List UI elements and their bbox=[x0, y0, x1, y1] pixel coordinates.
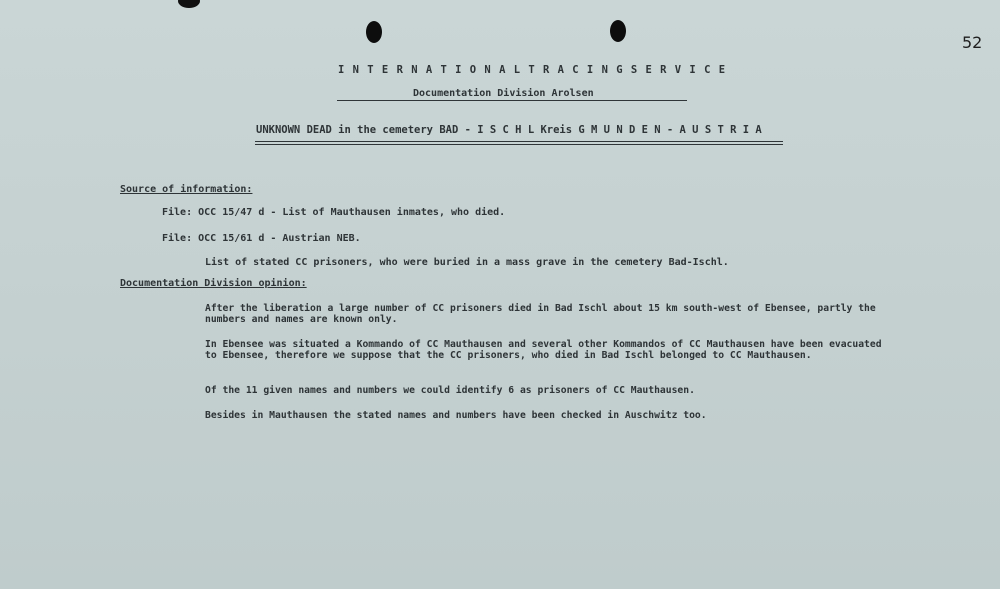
punch-hole-left bbox=[366, 21, 382, 43]
subject-rule-bottom bbox=[255, 144, 783, 145]
division-title: Documentation Division Arolsen bbox=[413, 88, 594, 99]
source-file-1: File: OCC 15/47 d - List of Mauthausen inmates, who died. bbox=[162, 207, 506, 218]
page-number: 52 bbox=[962, 33, 983, 52]
header-rule bbox=[337, 100, 687, 101]
subject-line: UNKNOWN DEAD in the cemetery BAD - I S C H L Kreis G M U N D E N - A U S T R I A bbox=[256, 124, 762, 136]
opinion-paragraph: Of the 11 given names and numbers we could identify 6 as prisoners of CC Mauthausen. bbox=[205, 385, 695, 396]
punch-notch bbox=[178, 0, 200, 8]
punch-hole-right bbox=[610, 20, 626, 42]
source-list-line: List of stated CC prisoners, who were buried in a mass grave in the cemetery Bad-Ischl. bbox=[205, 257, 729, 268]
opinion-paragraph: After the liberation a large number of CC prisoners died in Bad Ischl about 15 km south-west of Ebensee, partly the numbers and names are known only. bbox=[205, 303, 876, 325]
opinion-paragraph: In Ebensee was situated a Kommando of CC Mauthausen and several other Kommandos of CC Mauthausen have been evacuated to Ebensee, therefore we suppose that the CC prisoners, who died in Bad Ischl belonged to CC Mauthausen. bbox=[205, 339, 882, 361]
subject-rule-top bbox=[255, 141, 783, 142]
opinion-heading: Documentation Division opinion: bbox=[120, 278, 307, 289]
opinion-paragraph: Besides in Mauthausen the stated names and numbers have been checked in Auschwitz too. bbox=[205, 410, 707, 421]
source-file-2: File: OCC 15/61 d - Austrian NEB. bbox=[162, 233, 361, 244]
organization-title: I N T E R N A T I O N A L T R A C I N G S E R V I C E bbox=[338, 64, 727, 76]
source-heading: Source of information: bbox=[120, 184, 253, 195]
